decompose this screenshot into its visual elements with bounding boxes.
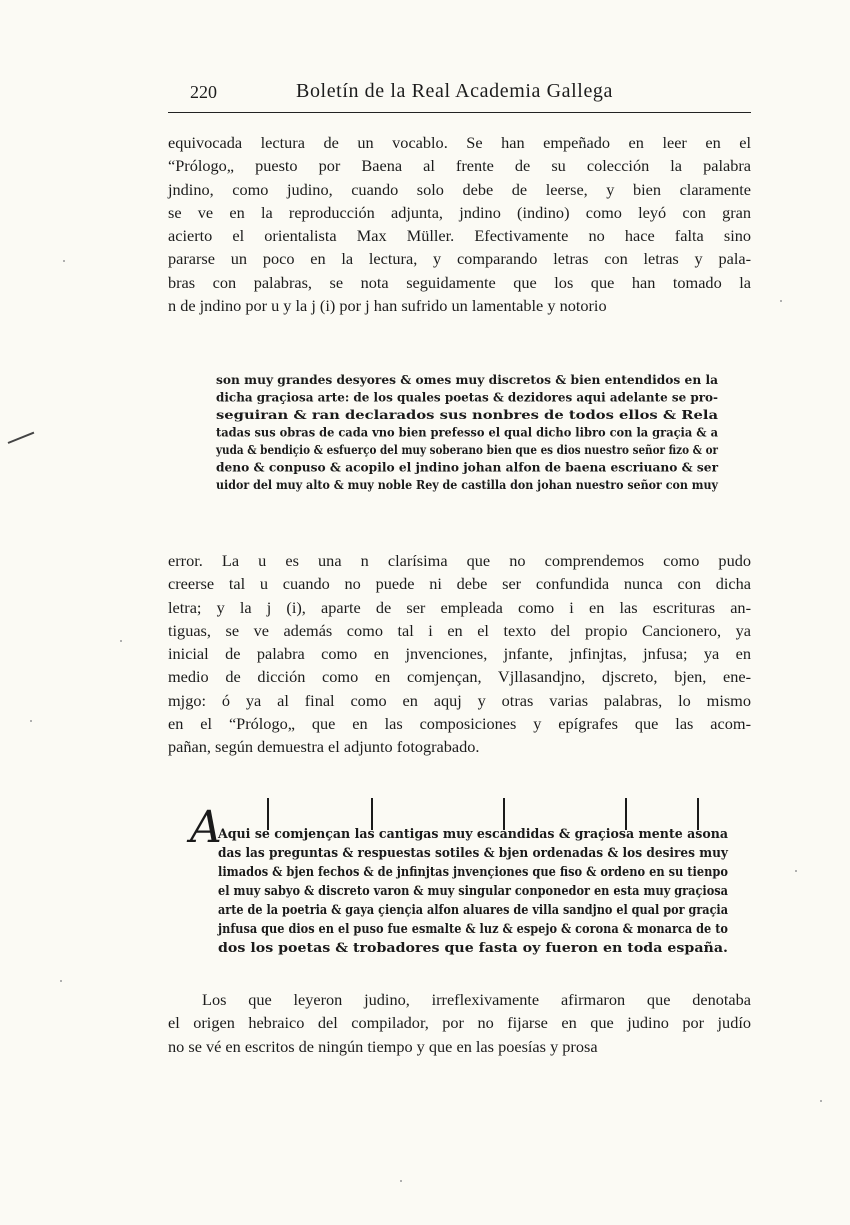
manuscript-line: uidor del muy alto & muy noble Rey de castilla don johan nuestro señor con muy [216, 478, 719, 492]
manuscript-line: son muy grandes desyores & omes muy discretos & bien entendidos en la [216, 373, 719, 387]
text-line: pararse un poco en la lectura, y comparando letras con letras y pala- [168, 249, 751, 269]
scan-speck [30, 720, 32, 722]
text-line: inicial de palabra como en jnvenciones, jnfante, jnfinjtas, jnfusa; ya en [168, 644, 751, 664]
manuscript-line: dos los poetas & trobadores que fasta oy fueron en toda españa. [218, 941, 728, 956]
text-line: error. La u es una n clarísima que no comprendemos como pudo [168, 551, 751, 570]
manuscript-line: yuda & bendiçio & esfuerço del muy soberano bien que es dios nuestro señor fizo & or [215, 443, 719, 457]
text-line: tiguas, se ve además como tal i en el texto del propio Cancionero, ya [168, 620, 751, 640]
manuscript-line: das las preguntas & respuestas sotiles & bjen ordenadas & los desires muy [218, 846, 729, 861]
manuscript-line: deno & conpuso & acopilo el jndino johan alfon de baena escriuano & ser [216, 460, 719, 475]
text-line: se ve en la reproducción adjunta, jndino (indino) como leyó con gran [168, 202, 751, 222]
running-title: Boletín de la Real Academia Gallega [296, 80, 613, 102]
text-line: medio de dicción como en comjençan, Vjllasandjno, djscreto, bjen, ene- [168, 667, 751, 687]
scan-speck [63, 260, 65, 262]
margin-pencil-mark [8, 432, 35, 444]
manuscript-line: el muy sabyo & discreto varon & muy singular conponedor en esta muy graçiosa [218, 884, 729, 899]
scan-speck [60, 980, 62, 982]
scan-speck [820, 1100, 822, 1102]
text-line: Los que leyeron judino, irreflexivamente afirmaron que denotaba [202, 990, 751, 1009]
text-line: bras con palabras, se nota seguidamente que los que han tomado la [168, 272, 751, 292]
text-line: acierto el orientalista Max Müller. Efectivamente no hace falta sino [168, 226, 751, 246]
manuscript-line: limados & bjen fechos & de jnfinjtas jnvençiones que fiso & ordeno en su tienpo [218, 865, 729, 880]
text-line: jndino, como judino, cuando solo debe de leerse, y bien claramente [168, 179, 751, 199]
text-line: n de jndino por u y la j (i) por j han sufrido un lamentable y notorio [168, 296, 607, 316]
scan-speck [795, 870, 797, 872]
manuscript-line: jnfusa que dios en el puso fue esmalte & luz & espejo & corona & monarca de to [217, 922, 729, 937]
scan-speck [400, 1180, 402, 1182]
manuscript-line: Aqui se comjençan las cantigas muy escandidas & graçiosa mente asona [217, 827, 729, 842]
scan-speck [120, 640, 122, 642]
text-line: equivocada lectura de un vocablo. Se han empeñado en leer en el [168, 133, 751, 152]
manuscript-facsimile-cancionero [182, 792, 734, 964]
text-line: no se vé en escritos de ningún tiempo y que en las poesías y prosa [168, 1036, 598, 1056]
text-line: letra; y la j (i), aparte de ser empleada como i en las escrituras an- [168, 597, 751, 617]
text-line: mjgo: ó ya al final como en aquj y otras varias palabras, lo mismo [168, 690, 751, 710]
manuscript-facsimile-prologue [212, 362, 722, 502]
paragraph-1 [168, 131, 751, 317]
manuscript-line: arte de la poetria & gaya çiençia alfon aluares de villa sandjno el qual por graçia [218, 903, 729, 918]
page-number: 220 [190, 82, 217, 102]
manuscript-line: dicha graçiosa arte: de los quales poetas & dezidores aqui adelante se pro- [216, 390, 719, 405]
text-line: en el “Prólogo„ que en las composiciones y epígrafes que las acom- [168, 714, 751, 734]
page-header [168, 78, 751, 113]
text-line: el origen hebraico del compilador, por no fijarse en que judino por judío [168, 1013, 751, 1033]
text-line: pañan, según demuestra el adjunto fotograbado. [168, 737, 480, 757]
text-line: creerse tal u cuando no puede ni debe ser confundida nunca con dicha [168, 574, 751, 594]
paragraph-2 [168, 549, 751, 759]
text-line: “Prólogo„ puesto por Baena al frente de su colección la palabra [168, 156, 751, 176]
manuscript-line: tadas sus obras de cada vno bien prefesso el qual dicho libro con la graçia & a [216, 425, 719, 440]
manuscript-line: seguiran & ran declarados sus nonbres de todos ellos & Rela [216, 408, 719, 422]
scan-speck [780, 300, 782, 302]
decorated-initial: A [190, 802, 222, 853]
paragraph-3 [168, 988, 751, 1058]
